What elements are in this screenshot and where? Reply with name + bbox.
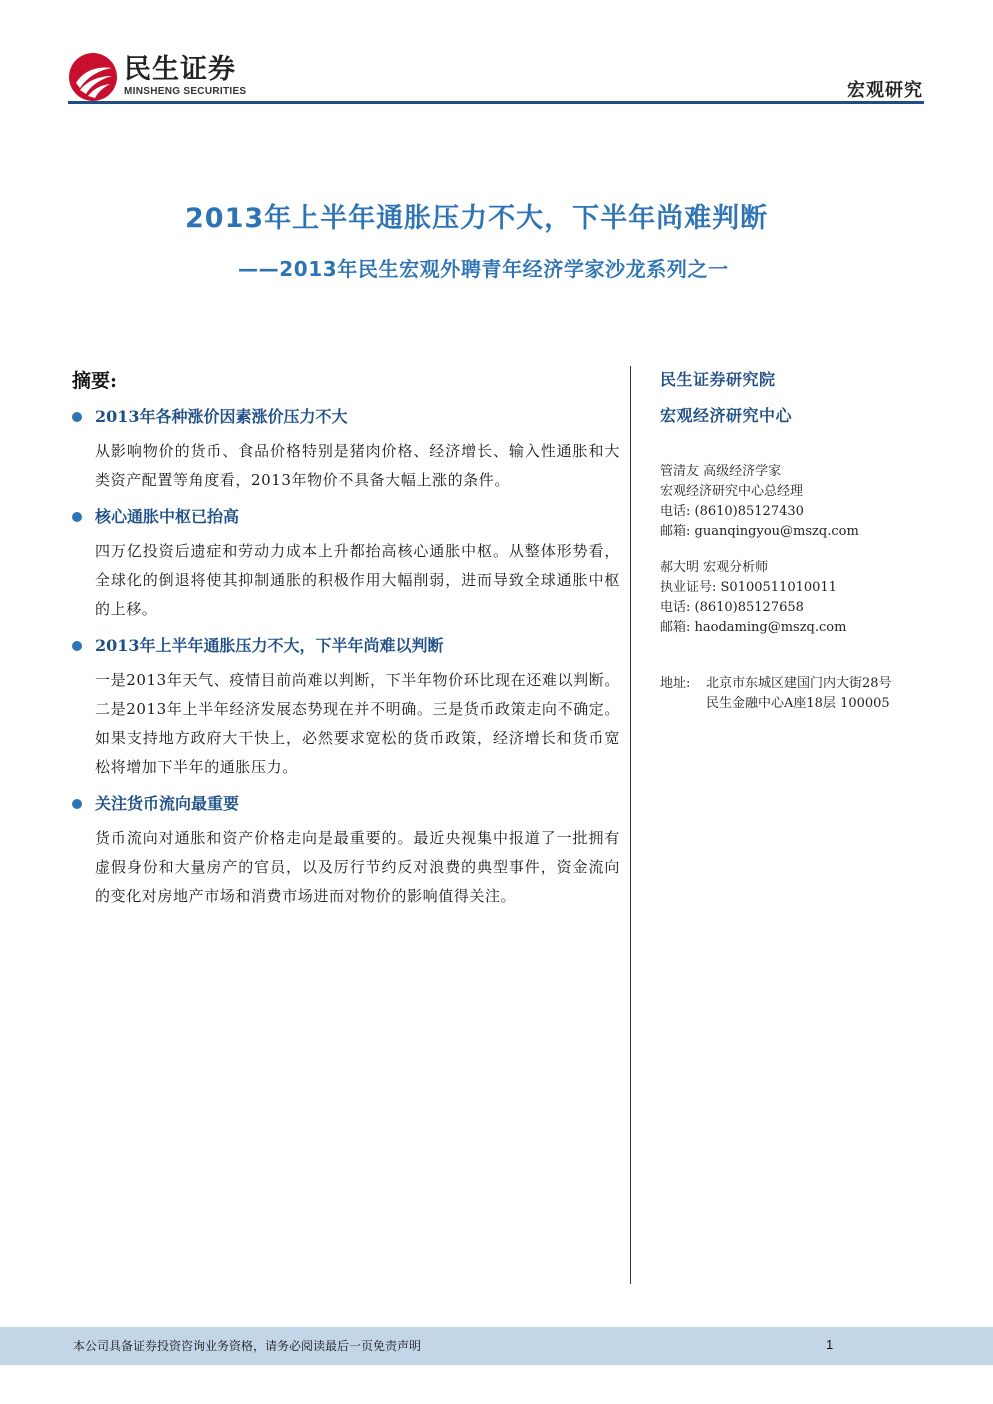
org-name: 民生证券研究院	[660, 370, 776, 389]
abstract-point-title	[68, 405, 620, 429]
abstract-point-body: 货币流向对通胀和资产价格走向是最重要的。最近央视集中报道了一批拥有虚假身份和大量房产的官员，以及厉行节约反对浪费的典型事件，资金流向的变化对房地产市场和消费市场进而对物价的影响值得关注。	[95, 829, 620, 905]
analyst-contacts	[660, 462, 940, 638]
disclaimer-notice: 本公司具备证券投资咨询业务资格，请务必阅读最后一页免责声明	[73, 1339, 422, 1353]
point-title-text: 2013年上半年通胀压力不大，下半年尚难以判断	[95, 636, 444, 655]
contact-line: 宏观经济研究中心总经理	[660, 484, 804, 499]
address	[660, 674, 940, 714]
contact-line: 执业证号: S0100511010011	[660, 580, 837, 595]
sidebar	[660, 368, 940, 714]
abstract-point-body: 四万亿投资后遗症和劳动力成本上升都抬高核心通胀中枢。从整体形势看，全球化的倒退将使其抑制通胀的积极作用大幅削弱，进而导致全球通胀中枢的上移。	[95, 542, 620, 618]
address-line: 北京市东城区建国门内大街28号	[706, 676, 892, 691]
report-title: 2013年上半年通胀压力不大，下半年尚难判断	[185, 203, 769, 234]
contact-block	[660, 462, 940, 542]
minsheng-logo-icon	[68, 52, 118, 102]
bullet-icon	[72, 512, 82, 522]
abstract-point-title	[68, 505, 620, 529]
report-header	[0, 0, 993, 110]
contact-email: 邮箱: haodaming@mszq.com	[660, 620, 847, 635]
bullet-icon	[72, 799, 82, 809]
logo-english-name: MINSHENG SECURITIES	[124, 86, 247, 97]
abstract-heading: 摘要:	[72, 370, 118, 392]
contact-line: 电话: (8610)85127658	[660, 600, 804, 615]
bullet-icon	[72, 412, 82, 422]
point-title-text: 2013年各种涨价因素涨价压力不大	[95, 407, 348, 426]
section-label: 宏观研究	[847, 80, 923, 101]
contact-line: 电话: (8610)85127430	[660, 504, 804, 519]
column-divider	[630, 366, 631, 1284]
bullet-icon	[72, 641, 82, 651]
abstract-point-title	[68, 634, 620, 658]
abstract-section	[68, 360, 620, 911]
page-footer	[0, 1327, 993, 1365]
logo-chinese-name: 民生证券	[124, 54, 236, 85]
abstract-point-body: 一是2013年天气、疫情目前尚难以判断，下半年物价环比现在还难以判断。二是2013年上半年经济发展态势现在并不明确。三是货币政策走向不确定。如果支持地方政府大干快上，必然要求宽松的货币政策，经济增长和货币宽松将增加下半年的通胀压力。	[95, 671, 620, 776]
contact-line: 郝大明 宏观分析师	[660, 560, 769, 575]
point-title-text: 核心通胀中枢已抬高	[95, 507, 240, 526]
org-department: 宏观经济研究中心	[660, 406, 793, 425]
abstract-point-title	[68, 792, 620, 816]
report-subtitle: ——2013年民生宏观外聘青年经济学家沙龙系列之一	[238, 257, 729, 281]
address-label: 地址:	[660, 676, 691, 691]
header-rule	[68, 101, 924, 104]
contact-line: 管清友 高级经济学家	[660, 464, 782, 479]
abstract-point-body: 从影响物价的货币、食品价格特别是猪肉价格、经济增长、输入性通胀和大类资产配置等角度看，2013年物价不具备大幅上涨的条件。	[95, 442, 620, 489]
contact-block	[660, 558, 940, 638]
address-line: 民生金融中心A座18层 100005	[706, 696, 890, 711]
point-title-text: 关注货币流向最重要	[95, 794, 240, 813]
minsheng-logo	[68, 52, 258, 102]
address-lines	[706, 674, 892, 714]
page-number: 1	[826, 1337, 834, 1352]
contact-email: 邮箱: guanqingyou@mszq.com	[660, 524, 859, 539]
